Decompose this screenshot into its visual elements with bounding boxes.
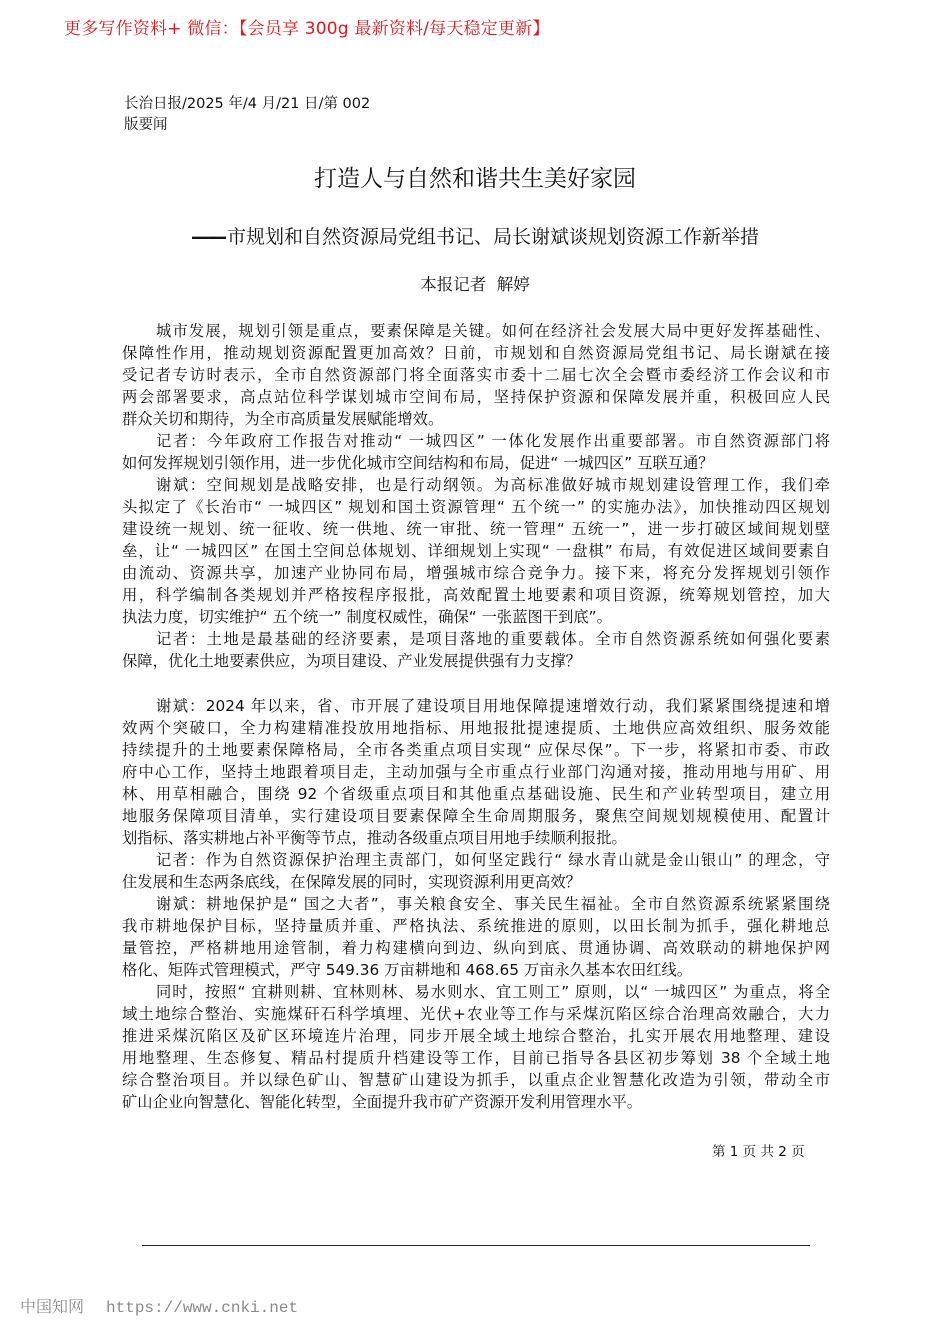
paragraph-line: 格化、矩阵式管理模式，严守 549.36 万亩耕地和 468.65 万亩永久基本农田红线。 <box>122 961 693 979</box>
paragraph-line: 用，科学编制各类规划并严格按程序报批，高效配置土地要素和项目资源，统筹规划管控，加大 <box>122 586 830 604</box>
paragraph-line: 建设统一规划、统一征收、统一供地、统一审批、统一管理“ 五统一”，进一步打破区域间规划壁 <box>122 520 830 538</box>
paragraph-line: 群众关切和期待，为全市高质量发展赋能增效。 <box>122 410 444 428</box>
paragraph <box>122 981 830 1113</box>
article-subtitle <box>0 222 950 249</box>
paragraph-line: 效两个突破口，全力构建精准投放用地指标、用地报批提速提质、土地供应高效组织、服务效能 <box>122 719 830 737</box>
paragraph-line: 垒，让“ 一城四区” 在国土空间总体规划、详细规划上实现“ 一盘棋” 布局，有效促进区域间要素自 <box>122 542 830 560</box>
paragraph-line: 域土地综合整治、实施煤矸石科学填埋、光伏+农业等工作与采煤沉陷区综合治理高效融合，大力 <box>122 1005 830 1023</box>
footer-url[interactable]: https://www.cnki.net <box>106 1299 299 1317</box>
paragraph-gap <box>122 672 830 695</box>
paragraph-line: 府中心工作，坚持土地跟着项目走，主动加强与全市重点行业部门沟通对接，推动用地与用矿、用 <box>122 763 830 781</box>
paragraph-line: 推进采煤沉陷区及矿区环境连片治理，同步开展全域土地综合整治，扎实开展农用地整理、建设 <box>122 1027 830 1045</box>
paragraph-line: 谢斌：2024 年以来，省、市开展了建设项目用地保障提速增效行动，我们紧紧围绕提速和增 <box>156 697 830 715</box>
paragraph-line: 执法力度，切实维护“ 五个统一” 制度权威性，确保“ 一张蓝图干到底”。 <box>122 608 612 626</box>
paragraph-line: 我市耕地保护目标，坚持量质并重、严格执法、系统推进的原则，以田长制为抓手，强化耕地总 <box>122 917 830 935</box>
paragraph-line: 记者：今年政府工作报告对推动“ 一城四区” 一体化发展作出重要部署。市自然资源部门将 <box>156 432 830 450</box>
section-label: 版要闻 <box>124 117 168 133</box>
paragraph-line: 量管控，严格耕地用途管制，着力构建横向到边、纵向到底、贯通协调、高效联动的耕地保护网 <box>122 939 830 957</box>
paragraph <box>122 695 830 849</box>
footer-site-name: 中国知网 <box>20 1297 85 1316</box>
promo-banner: 更多写作资料+ 微信：【会员享 300g 最新资料/每天稳定更新】 <box>64 19 550 39</box>
source-line: 长治日报/2025 年/4 月/21 日/第 002 <box>124 96 371 112</box>
paragraph-line: 划指标、落实耕地占补平衡等节点，推动各级重点项目用地手续顺利报批。 <box>122 829 627 847</box>
paragraph-line: 地服务保障项目清单，实行建设项目要素保障全生命周期服务，聚焦空间规划规模使用、配置计 <box>122 807 830 825</box>
source-meta <box>124 94 370 136</box>
footer <box>20 1294 298 1317</box>
paragraph-line: 谢斌：耕地保护是“ 国之大者”，事关粮食安全、事关民生福祉。全市自然资源系统紧紧围绕 <box>156 895 830 913</box>
paragraph-line: 保障性作用，推动规划资源配置更加高效？日前，市规划和自然资源局党组书记、局长谢斌在接 <box>122 344 830 362</box>
paragraph <box>122 474 830 628</box>
paragraph-line: 受记者专访时表示，全市自然资源部门将全面落实市委十二届七次全会暨市委经济工作会议和市 <box>122 366 830 384</box>
paragraph-line: 持续提升的土地要素保障格局，全市各类重点项目实现“ 应保尽保”。下一步，将紧扣市委、市政 <box>122 741 830 759</box>
subtitle-text: 市规划和自然资源局党组书记、局长谢斌谈规划资源工作新举措 <box>226 226 759 248</box>
paragraph-line: 头拟定了《长治市“ 一城四区” 规划和国土资源管理“ 五个统一” 的实施办法》，加快推动四区规划 <box>122 498 830 516</box>
paragraph <box>122 893 830 981</box>
footer-divider <box>142 1245 810 1246</box>
paragraph-line: 住发展和生态两条底线，在保障发展的同时，实现资源利用更高效？ <box>122 873 581 891</box>
subtitle-dash: —— <box>190 226 225 248</box>
paragraph-line: 城市发展，规划引领是重点，要素保障是关键。如何在经济社会发展大局中更好发挥基础性、 <box>156 322 830 340</box>
paragraph <box>122 849 830 893</box>
byline: 本报记者 解婷 <box>420 275 530 294</box>
paragraph-line: 由流动、资源共享，加速产业协同布局，增强城市综合竞争力。接下来，将充分发挥规划引领作 <box>122 564 830 582</box>
paragraph-line: 林、用草相融合，围绕 92 个省级重点项目和其他重点基础设施、民生和产业转型项目，建立用 <box>122 785 830 803</box>
paragraph-line: 用地整理、生态修复、精品村提质升档建设等工作，目前已指导各县区初步筹划 38 个全域土地 <box>122 1049 830 1067</box>
article-body <box>122 320 830 1113</box>
paragraph-line: 谢斌：空间规划是战略安排，也是行动纲领。为高标准做好城市规划建设管理工作，我们牵 <box>156 476 830 494</box>
paragraph <box>122 320 830 430</box>
paragraph-line: 矿山企业向智慧化、智能化转型，全面提升我市矿产资源开发利用管理水平。 <box>122 1093 643 1111</box>
paragraph-line: 记者：作为自然资源保护治理主责部门，如何坚定践行“ 绿水青山就是金山银山” 的理念，守 <box>156 851 830 869</box>
paragraph-line: 记者：土地是最基础的经济要素，是项目落地的重要载体。全市自然资源系统如何强化要素 <box>156 630 830 648</box>
paragraph-line: 如何发挥规划引领作用，进一步优化城市空间结构和布局，促进“ 一城四区” 互联互通？ <box>122 454 714 472</box>
paragraph <box>122 628 830 672</box>
page-number: 第 1 页 共 2 页 <box>712 1144 805 1160</box>
article-title: 打造人与自然和谐共生美好家园 <box>314 166 636 192</box>
paragraph <box>122 430 830 474</box>
paragraph-line: 保障，优化土地要素供应，为项目建设、产业发展提供强有力支撑？ <box>122 652 581 670</box>
paragraph-line: 综合整治项目。并以绿色矿山、智慧矿山建设为抓手，以重点企业智慧化改造为引领，带动全市 <box>122 1071 830 1089</box>
paragraph-line: 两会部署要求，高点站位科学谋划城市空间布局，坚持保护资源和保障发展并重，积极回应人民 <box>122 388 830 406</box>
paragraph-line: 同时，按照“ 宜耕则耕、宜林则林、易水则水、宜工则工” 原则，以“ 一城四区” 为重点，将全 <box>156 983 830 1001</box>
